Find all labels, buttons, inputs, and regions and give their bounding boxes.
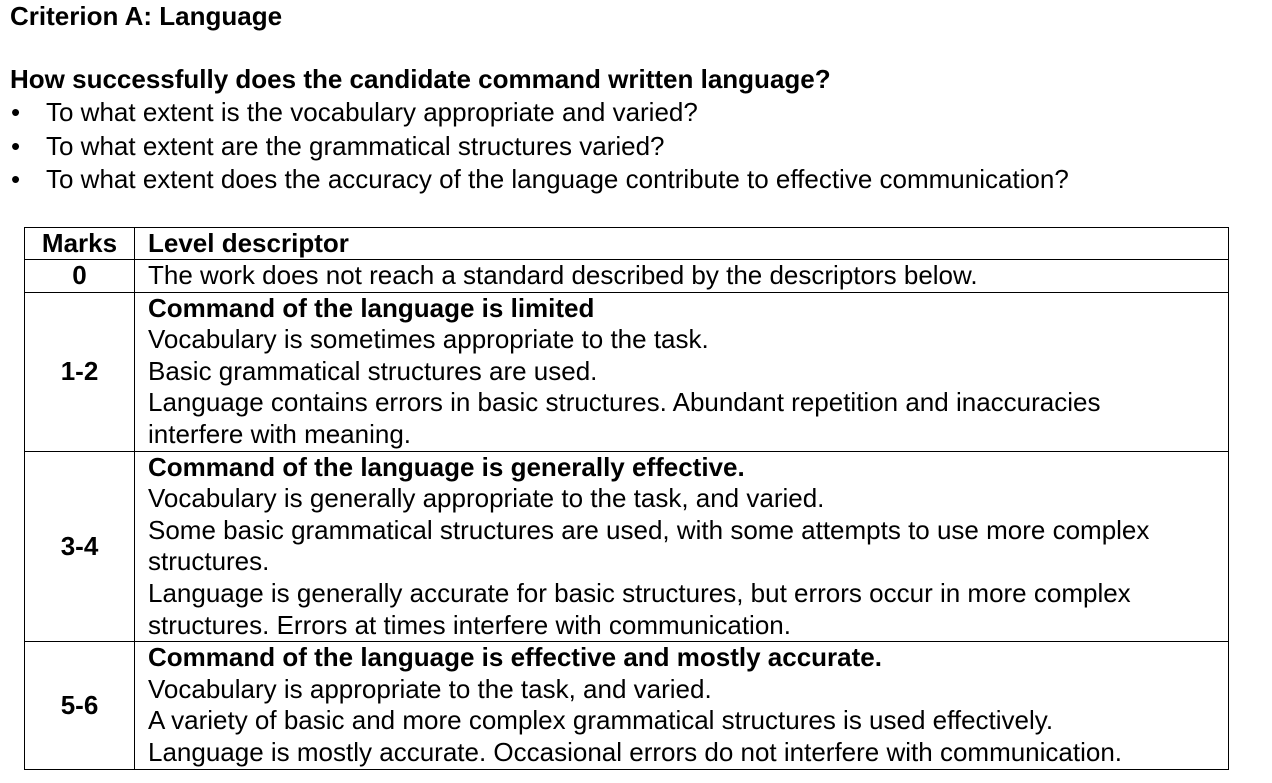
table-row — [25, 451, 1229, 642]
criterion-heading: Criterion A: Language — [10, 1, 283, 31]
descriptor-line: Vocabulary is appropriate to the task, and varied. — [148, 673, 712, 704]
marks-column-header: Marks — [25, 228, 135, 260]
table-header-row — [25, 228, 1229, 260]
bullet-dot-icon: • — [11, 130, 21, 161]
descriptor-cell — [135, 451, 1229, 642]
descriptor-line: Vocabulary is sometimes appropriate to the task. — [148, 324, 709, 355]
descriptor-line: structures. Errors at times interfere with communication. — [148, 609, 791, 640]
descriptor-line: A variety of basic and more complex grammatical structures is used effectively. — [148, 705, 1054, 736]
marks-cell: 1-2 — [25, 292, 135, 451]
table-row — [25, 642, 1229, 769]
descriptor-line: structures. — [148, 546, 270, 577]
descriptor-cell — [135, 292, 1229, 451]
descriptor-line: Some basic grammatical structures are used, with some attempts to use more complex — [148, 514, 1150, 545]
marks-cell: 3-4 — [25, 451, 135, 642]
descriptor-line: Basic grammatical structures are used. — [148, 355, 598, 386]
descriptor-line: The work does not reach a standard described by the descriptors below. — [148, 260, 978, 290]
marks-cell: 5-6 — [25, 642, 135, 769]
level-descriptor-table — [24, 227, 1229, 770]
descriptor-cell — [135, 260, 1229, 293]
descriptor-line: Vocabulary is generally appropriate to the task, and varied. — [148, 483, 825, 514]
table-row — [25, 292, 1229, 451]
descriptor-line: interfere with meaning. — [148, 418, 412, 449]
descriptor-title: Command of the language is effective and mostly accurate. — [148, 642, 882, 673]
bullet-dot-icon: • — [11, 164, 21, 194]
descriptor-title: Command of the language is generally effective. — [148, 451, 745, 482]
descriptor-line: Language is mostly accurate. Occasional errors do not interfere with communication. — [148, 736, 1123, 767]
bullet-dot-icon: • — [11, 97, 21, 127]
guiding-question: How successfully does the candidate command written language? — [10, 64, 831, 94]
descriptor-title: Command of the language is limited — [148, 292, 595, 323]
bullet-text: To what extent are the grammatical structures varied? — [46, 130, 665, 161]
bullet-text: To what extent is the vocabulary appropriate and varied? — [46, 97, 698, 127]
bullet-text: To what extent does the accuracy of the language contribute to effective communication? — [46, 164, 1069, 194]
descriptor-column-header: Level descriptor — [135, 228, 1229, 260]
table-row — [25, 260, 1229, 293]
descriptor-cell — [135, 642, 1229, 769]
descriptor-line: Language contains errors in basic structures. Abundant repetition and inaccuracies — [148, 387, 1101, 418]
marks-cell: 0 — [25, 260, 135, 293]
descriptor-line: Language is generally accurate for basic structures, but errors occur in more complex — [148, 577, 1131, 608]
